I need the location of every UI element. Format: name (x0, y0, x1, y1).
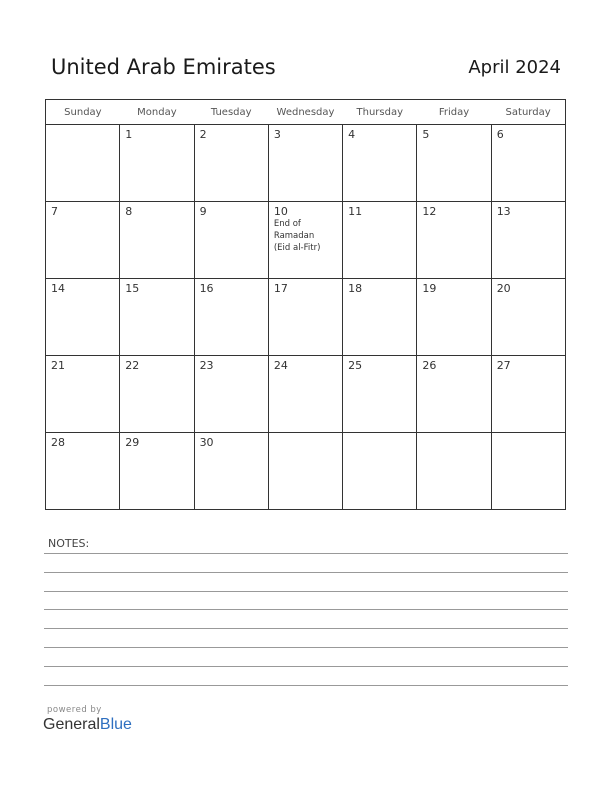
day-cell (120, 125, 194, 202)
day-cell (343, 356, 417, 433)
calendar-title: United Arab Emirates (51, 55, 276, 79)
day-cell (417, 433, 491, 510)
weekday-monday: Monday (120, 100, 194, 125)
day-cell (194, 356, 268, 433)
day-cell (343, 202, 417, 279)
note-line (44, 666, 568, 667)
week-row (46, 202, 566, 279)
day-number: 3 (273, 128, 281, 141)
calendar-body (46, 125, 566, 510)
note-line (44, 572, 568, 573)
note-line (44, 628, 568, 629)
notes-label: NOTES: (48, 537, 90, 550)
day-cell (120, 356, 194, 433)
day-cell (491, 202, 565, 279)
day-number: 7 (51, 205, 58, 218)
day-number (492, 433, 565, 436)
day-number: 6 (496, 128, 504, 141)
day-cell (268, 279, 342, 356)
month-year-label: April 2024 (468, 57, 561, 78)
day-cell (120, 433, 194, 510)
weekday-saturday: Saturday (491, 100, 565, 125)
note-line (44, 609, 568, 610)
day-cell (491, 356, 565, 433)
day-cell (194, 125, 268, 202)
weekday-tuesday: Tuesday (194, 100, 268, 125)
day-number: 24 (273, 359, 288, 372)
day-number: 4 (348, 128, 356, 141)
day-cell (343, 433, 417, 510)
day-cell (120, 202, 194, 279)
day-cell (417, 279, 491, 356)
brand-blue: Blue (99, 716, 132, 733)
day-number (269, 433, 342, 436)
day-number: 12 (422, 205, 437, 218)
day-cell (417, 125, 491, 202)
day-cell (194, 433, 268, 510)
week-row (46, 279, 566, 356)
day-number (343, 433, 416, 436)
day-number: 30 (199, 436, 214, 449)
day-cell (491, 279, 565, 356)
note-line (44, 591, 568, 592)
day-cell (417, 202, 491, 279)
day-cell (343, 125, 417, 202)
week-row (46, 125, 566, 202)
day-cell (46, 125, 120, 202)
day-number: 25 (348, 359, 363, 372)
day-cell (194, 279, 268, 356)
holiday-event: End of Ramadan (Eid al-Fitr) (273, 219, 321, 253)
day-number: 19 (422, 282, 437, 295)
day-number (46, 125, 119, 128)
generalblue-logo (43, 716, 132, 734)
day-number: 11 (348, 205, 363, 218)
day-number: 17 (273, 282, 288, 295)
day-cell (46, 202, 120, 279)
day-cell (46, 356, 120, 433)
day-cell (268, 433, 342, 510)
day-cell (120, 279, 194, 356)
day-cell (194, 202, 268, 279)
day-number (417, 433, 490, 436)
day-number: 16 (199, 282, 214, 295)
day-cell (46, 433, 120, 510)
weekday-sunday: Sunday (46, 100, 120, 125)
week-row (46, 433, 566, 510)
day-number: 20 (496, 282, 511, 295)
day-number: 18 (348, 282, 363, 295)
week-row (46, 356, 566, 433)
day-number: 26 (422, 359, 437, 372)
day-number: 1 (125, 128, 133, 141)
day-cell (268, 125, 342, 202)
day-number: 21 (51, 359, 65, 372)
day-number: 2 (199, 128, 207, 141)
day-cell (343, 279, 417, 356)
day-number: 10 (273, 205, 288, 218)
day-cell (417, 356, 491, 433)
day-cell (268, 356, 342, 433)
day-number: 15 (125, 282, 140, 295)
day-number: 5 (422, 128, 430, 141)
day-number: 14 (51, 282, 65, 295)
day-number: 22 (125, 359, 140, 372)
weekday-wednesday: Wednesday (268, 100, 342, 125)
note-line (44, 647, 568, 648)
note-line (44, 553, 568, 554)
note-line (44, 685, 568, 686)
day-cell (491, 433, 565, 510)
weekday-thursday: Thursday (343, 100, 417, 125)
day-number: 9 (199, 205, 207, 218)
day-number: 8 (125, 205, 133, 218)
brand-general: General (43, 716, 100, 733)
day-number: 23 (199, 359, 214, 372)
day-cell (491, 125, 565, 202)
day-cell (268, 202, 342, 279)
weekday-friday: Friday (417, 100, 491, 125)
day-number: 28 (51, 436, 65, 449)
powered-by-text: powered by (47, 705, 102, 715)
day-cell (46, 279, 120, 356)
day-number: 29 (125, 436, 140, 449)
day-number: 27 (496, 359, 511, 372)
weekday-header-row (46, 100, 566, 125)
day-number: 13 (496, 205, 511, 218)
calendar-grid (45, 99, 566, 510)
